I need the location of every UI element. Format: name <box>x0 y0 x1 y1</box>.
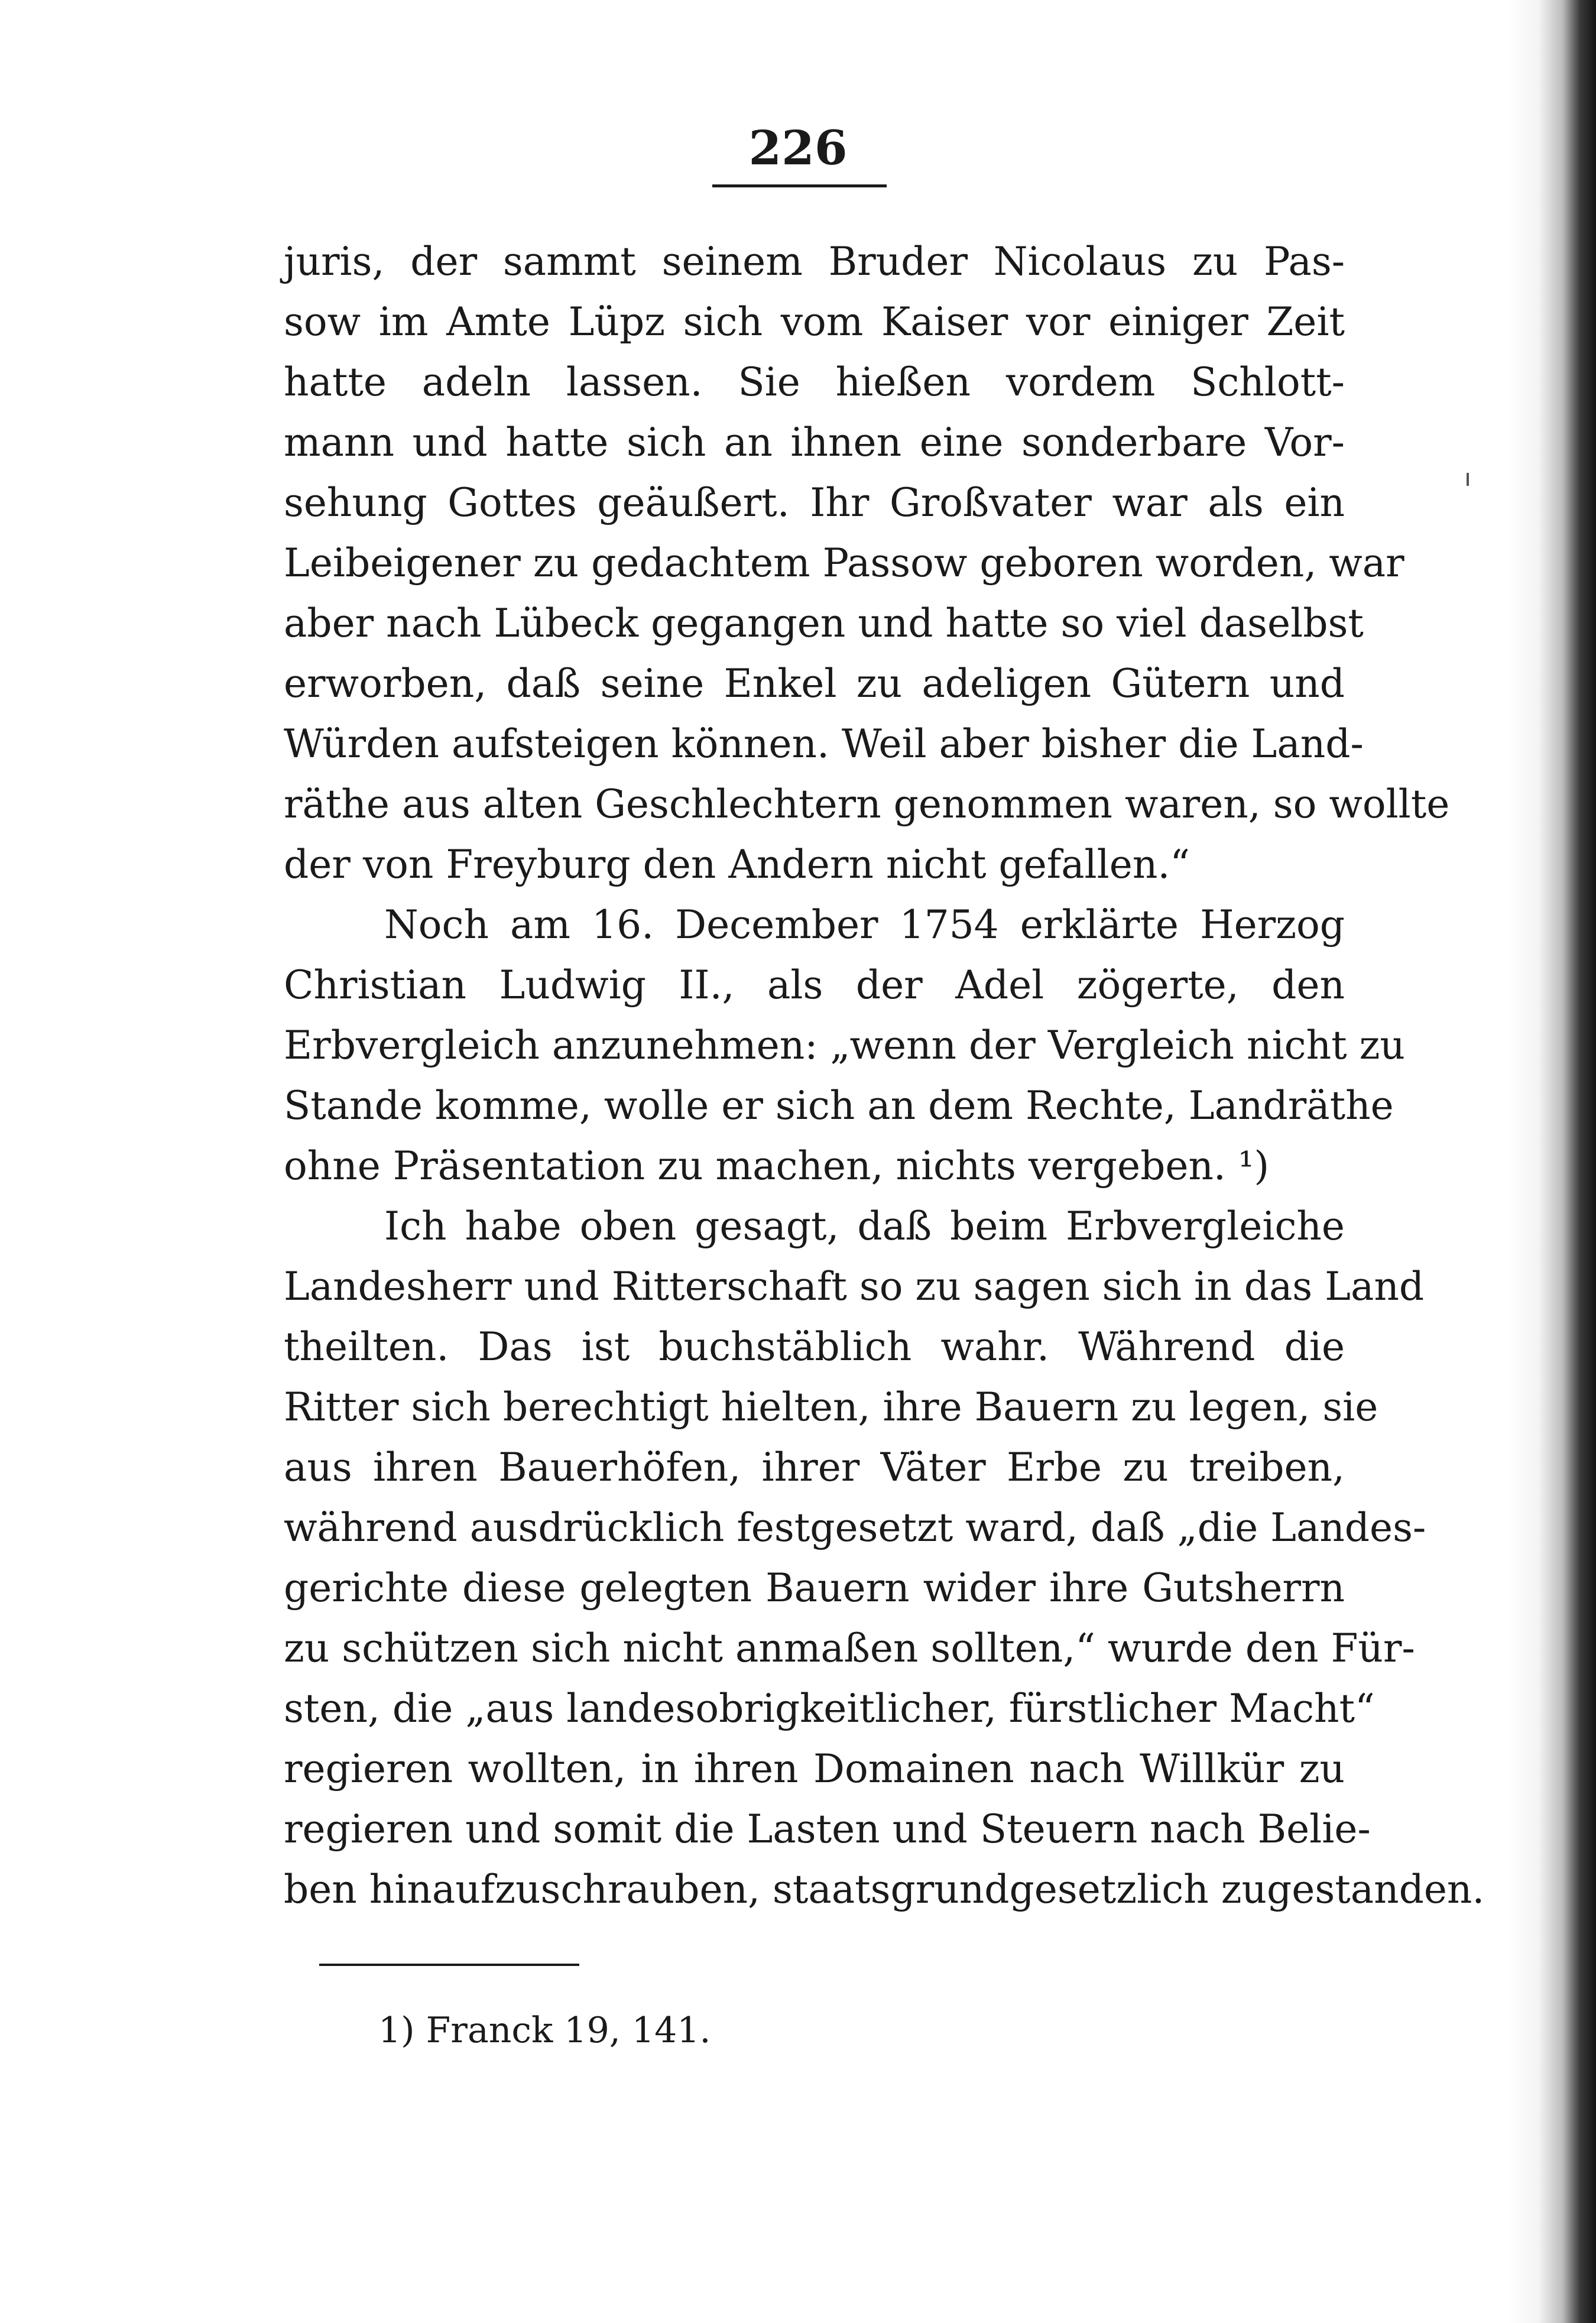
text-line: während ausdrücklich festgesetzt ward, daß „die Landes- <box>284 1505 1426 1550</box>
text-line: Christian Ludwig II., als der Adel zögerte, den <box>284 962 1345 1008</box>
text-line: regieren und somit die Lasten und Steuern nach Belie- <box>284 1806 1371 1852</box>
text-line: theilten. Das ist buchstäblich wahr. Während die <box>284 1324 1345 1370</box>
text-line: Noch am 16. December 1754 erklärte Herzog <box>384 902 1345 948</box>
text-line: Ich habe oben gesagt, daß beim Erbvergleiche <box>384 1203 1345 1249</box>
text-line: mann und hatte sich an ihnen eine sonderbare Vor- <box>284 420 1345 465</box>
text-line: regieren wollten, in ihren Domainen nach Willkür zu <box>284 1746 1345 1792</box>
text-line: Landesherr und Ritterschaft so zu sagen sich in das Land <box>284 1264 1425 1309</box>
footnote: 1) Franck 19, 141. <box>378 2010 711 2051</box>
footnote-rule <box>319 1964 579 1966</box>
text-line: Stande komme, wolle er sich an dem Rechte, Landräthe <box>284 1083 1394 1128</box>
text-line: ben hinaufzuschrauben, staatsgrundgesetzlich zugestanden. <box>284 1867 1485 1912</box>
text-line: aus ihren Bauerhöfen, ihrer Väter Erbe zu treiben, <box>284 1445 1345 1490</box>
text-line: Ritter sich berechtigt hielten, ihre Bauern zu legen, sie <box>284 1384 1378 1430</box>
text-line: hatte adeln lassen. Sie hießen vordem Schlott- <box>284 359 1345 405</box>
text-line: Würden aufsteigen können. Weil aber bisher die Land- <box>284 721 1364 767</box>
header-rule <box>712 184 887 187</box>
text-line: der von Freyburg den Andern nicht gefallen.“ <box>284 842 1190 887</box>
text-line: räthe aus alten Geschlechtern genommen waren, so wollte <box>284 781 1450 827</box>
text-line: sehung Gottes geäußert. Ihr Großvater war als ein <box>284 480 1345 525</box>
text-line: sow im Amte Lüpz sich vom Kaiser vor einiger Zeit <box>284 299 1345 345</box>
scan-mark <box>1467 473 1469 486</box>
text-line: gerichte diese gelegten Bauern wider ihre Gutsherrn <box>284 1565 1345 1611</box>
body-text <box>284 232 1485 1920</box>
text-line: ohne Präsentation zu machen, nichts vergeben. ¹) <box>284 1143 1270 1189</box>
text-line: sten, die „aus landesobrigkeitlicher, fürstlicher Macht“ <box>284 1686 1375 1731</box>
page-number: 226 <box>748 120 848 176</box>
text-line: zu schützen sich nicht anmaßen sollten,“ wurde den Für- <box>284 1626 1415 1671</box>
text-line: aber nach Lübeck gegangen und hatte so viel daselbst <box>284 601 1364 646</box>
text-line: Leibeigener zu gedachtem Passow geboren worden, war <box>284 540 1404 586</box>
text-line: erworben, daß seine Enkel zu adeligen Gütern und <box>284 661 1345 706</box>
text-line: juris, der sammt seinem Bruder Nicolaus zu Pas- <box>284 239 1345 284</box>
text-line: Erbvergleich anzunehmen: „wenn der Vergleich nicht zu <box>284 1023 1405 1068</box>
page-binding-edge <box>1507 0 1596 2323</box>
